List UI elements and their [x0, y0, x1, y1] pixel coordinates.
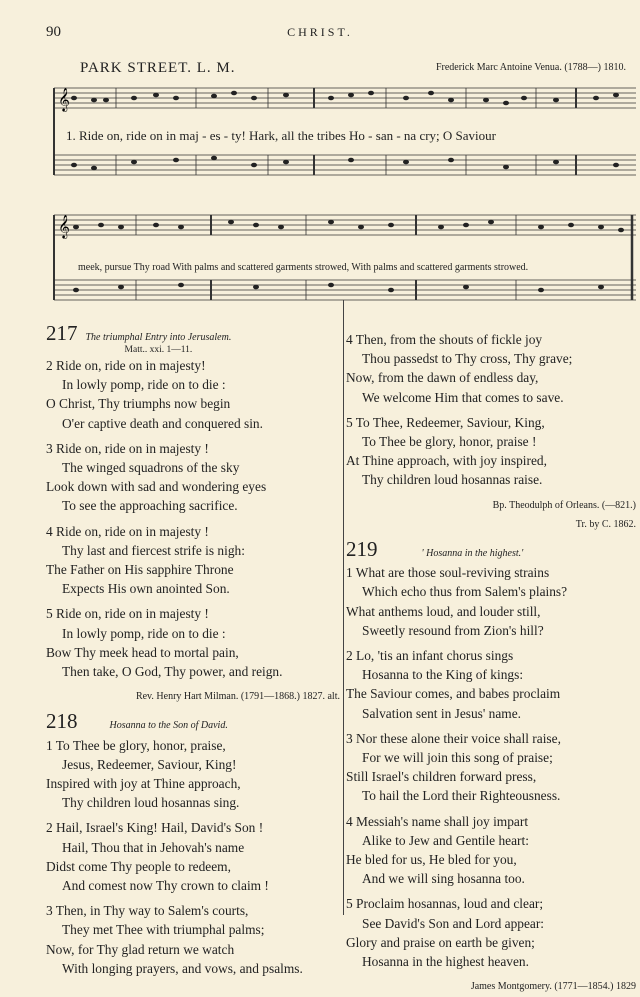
verse-line: 3 Nor these alone their voice shall raise, [346, 730, 561, 746]
column-divider [343, 300, 344, 915]
scripture-ref: Matt.. xxi. 1—11. [124, 345, 193, 355]
verse-line: Thy children loud hosannas sing. [62, 795, 240, 811]
verse-line: They met Thee with triumphal palms; [62, 922, 265, 938]
verse-line: Look down with sad and wondering eyes [46, 479, 267, 495]
tune-name: PARK STREET. L. M. [80, 60, 236, 76]
verse-line: 1 To Thee be glory, honor, praise, [46, 737, 226, 753]
verse-line: Still Israel's children forward press, [346, 769, 537, 785]
hymn-author: James Montgomery. (1771—1854.) 1829 [470, 981, 636, 993]
verse-line: Now, from the dawn of endless day, [346, 370, 539, 386]
verse-line: Thy last and fiercest strife is nigh: [62, 542, 245, 558]
verse-line: Didst come Thy people to redeem, [46, 858, 231, 874]
hymn-218-header [46, 709, 340, 735]
verse-line: 4 Messiah's name shall joy impart [346, 813, 529, 829]
music-lyric-line-1: 1. Ride on, ride on in maj - es - ty! Hark, all the tribes Ho - san - na cry; O Saviour [66, 128, 496, 143]
hymn-title: Hosanna to the Son of David. [109, 720, 228, 732]
verse-line: Inspired with joy at Thine approach, [46, 776, 241, 792]
hymn-title: ' Hosanna in the highest.' [421, 548, 524, 560]
verse-line: Hosanna in the highest heaven. [362, 954, 529, 970]
left-column [46, 321, 340, 984]
stanza [346, 646, 636, 723]
verse-line: Now, for Thy glad return we watch [46, 941, 235, 957]
hymn-number: 218 [46, 709, 78, 734]
verse-line: Then take, O God, Thy power, and reign. [62, 664, 283, 680]
stanza [346, 330, 636, 407]
verse-line: Alike to Jew and Gentile heart: [362, 832, 529, 848]
music-lyric-line-2: meek, pursue Thy road With palms and scattered garments strowed, With palms and scattered garments strowed. [78, 262, 529, 273]
verse-line: 2 Lo, 'tis an infant chorus sings [346, 648, 514, 664]
verse-line: The Saviour comes, and babes proclaim [346, 686, 561, 702]
verse-line: In lowly pomp, ride on to die : [62, 377, 226, 393]
running-head: CHRIST. [287, 25, 353, 39]
stanza [346, 413, 636, 490]
verse-line: Thy children loud hosannas raise. [362, 472, 543, 488]
tune-composer: Frederick Marc Antoine Venua. (1788—) 1810. [435, 62, 626, 73]
verse-line: With longing prayers, and vows, and psalms. [62, 960, 303, 976]
hymn-number: 219 [346, 537, 378, 562]
verse-line: 3 Ride on, ride on in majesty ! [46, 440, 209, 456]
verse-line: Thou passedst to Thy cross, Thy grave; [362, 351, 573, 367]
verse-line: And comest now Thy crown to claim ! [62, 878, 269, 894]
stanza [346, 894, 636, 971]
hymn-219-header [346, 537, 636, 563]
verse-line: 2 Hail, Israel's King! Hail, David's Son ! [46, 820, 264, 836]
verse-line: To hail the Lord their Righteousness. [362, 788, 561, 804]
verse-line: Bow Thy meek head to mortal pain, [46, 644, 239, 660]
verse-line: See David's Son and Lord appear: [362, 915, 545, 931]
svg-text:𝄞: 𝄞 [58, 87, 70, 111]
verse-line: 3 Then, in Thy way to Salem's courts, [46, 903, 249, 919]
right-column [346, 330, 636, 997]
verse-line: 4 Then, from the shouts of fickle joy [346, 332, 543, 347]
verse-line: Jesus, Redeemer, Saviour, King! [62, 756, 237, 772]
hymn-number: 217 [46, 321, 78, 345]
verse-line: Salvation sent in Jesus' name. [362, 705, 521, 721]
verse-line: 4 Ride on, ride on in majesty ! [46, 523, 209, 539]
verse-line: What anthems loud, and louder still, [346, 603, 541, 619]
verse-line: Expects His own anointed Son. [62, 581, 230, 597]
stanza [46, 901, 340, 978]
verse-line: He bled for us, He bled for you, [346, 852, 517, 868]
verse-line: We welcome Him that comes to save. [362, 389, 564, 405]
hymn-author: Bp. Theodulph of Orleans. (—821.) [492, 499, 636, 511]
verse-line: 5 To Thee, Redeemer, Saviour, King, [346, 414, 545, 430]
verse-line: To Thee be glory, honor, praise ! [362, 434, 537, 450]
svg-text:𝄞: 𝄞 [58, 214, 70, 238]
verse-line: Sweetly resound from Zion's hill? [362, 622, 544, 638]
verse-line: O'er captive death and conquered sin. [62, 415, 263, 431]
verse-line: Which echo thus from Salem's plains? [362, 584, 568, 600]
verse-line: 5 Ride on, ride on in majesty ! [46, 606, 209, 622]
stanza [46, 439, 340, 516]
stanza [46, 522, 340, 599]
stanza [46, 818, 340, 895]
hymn-author: Rev. Henry Hart Milman. (1791—1868.) 1827. alt. [135, 691, 340, 703]
stanza [346, 812, 636, 889]
verse-line: In lowly pomp, ride on to die : [62, 625, 226, 641]
verse-line: To see the approaching sacrifice. [62, 498, 238, 514]
page-number: 90 [46, 24, 61, 40]
music-system-2 [46, 205, 638, 315]
stanza [46, 356, 340, 433]
verse-line: 5 Proclaim hosannas, loud and clear; [346, 896, 544, 912]
verse-line: 2 Ride on, ride on in majesty! [46, 358, 206, 373]
verse-line: Hosanna to the King of kings: [362, 667, 524, 683]
hymn-title: The triumphal Entry into Jerusalem. [85, 332, 232, 343]
hymn-translator: Tr. by C. 1862. [575, 518, 636, 530]
stanza [46, 604, 340, 681]
stanza [346, 729, 636, 806]
verse-line: The Father on His sapphire Throne [46, 562, 234, 578]
verse-line: 1 What are those soul-reviving strains [346, 565, 550, 581]
stanza [346, 563, 636, 640]
verse-line: The winged squadrons of the sky [62, 460, 240, 476]
verse-line: For we will join this song of praise; [362, 750, 553, 766]
verse-line: And we will sing hosanna too. [362, 871, 525, 887]
verse-line: Hail, Thou that in Jehovah's name [62, 839, 245, 855]
verse-line: Glory and praise on earth be given; [346, 934, 535, 950]
hymn-217-header [46, 321, 340, 356]
verse-line: At Thine approach, with joy inspired, [346, 453, 547, 469]
stanza [46, 736, 340, 813]
verse-line: O Christ, Thy triumphs now begin [46, 396, 231, 412]
